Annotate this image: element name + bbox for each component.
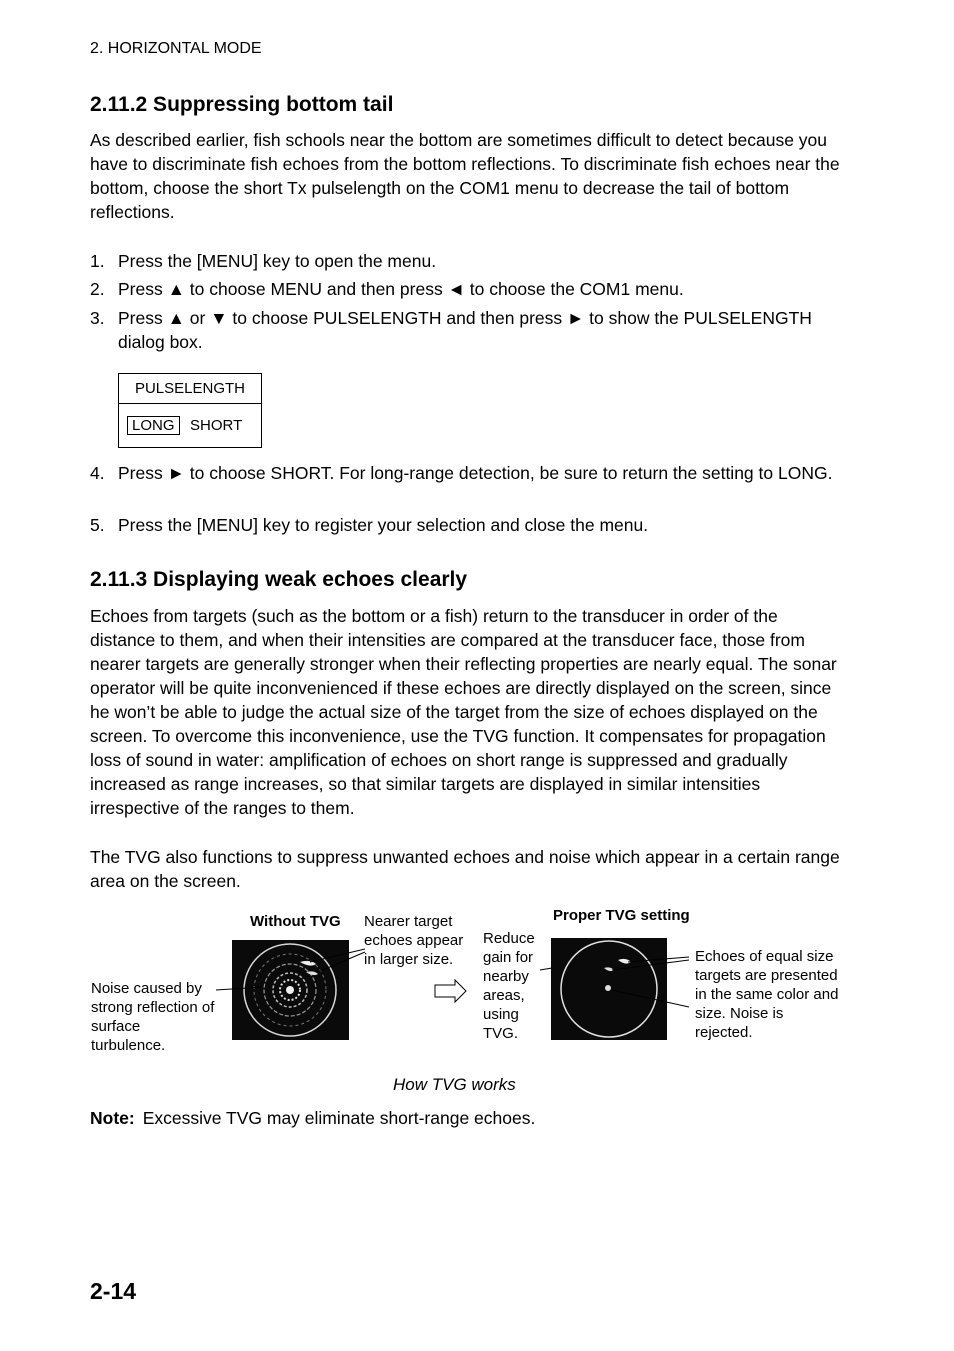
step-number: 1. — [90, 251, 105, 271]
label-without-tvg: Without TVG — [250, 913, 341, 930]
step-text: Press ▲ or ▼ to choose PULSELENGTH and then press ► to show the PULSELENGTH dialog box. — [118, 308, 812, 352]
page-number: 2-14 — [90, 1278, 137, 1304]
label-nearer-target: Nearer target echoes appear in larger size. — [364, 913, 464, 968]
step-number: 3. — [90, 308, 105, 328]
paragraph-tvg-noise: The TVG also functions to suppress unwanted echoes and noise which appear in a certain range area on the screen. — [90, 847, 840, 891]
label-noise: Noise caused by strong reflection of surface turbulence. — [91, 980, 215, 1054]
sonar-screen-without-tvg — [232, 940, 349, 1040]
running-header: 2. HORIZONTAL MODE — [90, 40, 262, 57]
step-text: Press the [MENU] key to register your selection and close the menu. — [118, 515, 649, 535]
step-number: 2. — [90, 279, 105, 299]
section-heading-weak-echoes: 2.11.3 Displaying weak echoes clearly — [90, 568, 468, 591]
option-short: SHORT — [190, 417, 243, 434]
label-reduce-gain: Reduce gain for nearby areas, using TVG. — [483, 930, 535, 1042]
sonar-screen-proper-tvg — [551, 938, 667, 1040]
step-number: 5. — [90, 515, 105, 535]
step-text: Press the [MENU] key to open the menu. — [118, 251, 437, 271]
dialog-title: PULSELENGTH — [119, 374, 261, 404]
label-proper-tvg: Proper TVG setting — [553, 907, 690, 924]
figure-caption: How TVG works — [393, 1075, 516, 1094]
note-text: Excessive TVG may eliminate short-range echoes. — [142, 1108, 536, 1128]
label-equal-echoes: Echoes of equal size targets are presented in the same color and size. Noise is rejected. — [695, 948, 839, 1041]
step-number: 4. — [90, 463, 105, 483]
paragraph-tvg-explanation: Echoes from targets (such as the bottom or a fish) return to the transducer in order of the distance to them, and when their intensities are compared at the transducer face, those from nearer targets are generally stronger when their reflecting properties are nearly equal. The sonar operator will be quite inconvenienced if these echoes are directly displayed on the screen, since he won’t be able to judge the actual size of the target from the size of echoes displayed on the screen. To overcome this inconvenience, use the TVG function. It compensates for propagation loss of sound in water: amplification of echoes on short range is suppressed and gradually increased as range increases, so that similar targets are displayed in similar intensities irrespective of the ranges to them. — [90, 606, 837, 818]
note-label: Note: — [90, 1108, 135, 1128]
note — [90, 1108, 535, 1129]
option-long: LONG — [127, 416, 180, 435]
step-text: Press ► to choose SHORT. For long-range detection, be sure to return the setting to LONG. — [118, 463, 833, 483]
paragraph-bottom-tail: As described earlier, fish schools near the bottom are sometimes difficult to detect because you have to discriminate fish echoes from the bottom reflections. To discriminate fish echoes near the bottom, choose the short Tx pulselength on the COM1 menu to decrease the tail of bottom reflections. — [90, 130, 840, 222]
step-text: Press ▲ to choose MENU and then press ◄ to choose the COM1 menu. — [118, 279, 684, 299]
section-heading-suppressing-bottom-tail: 2.11.2 Suppressing bottom tail — [90, 93, 394, 116]
